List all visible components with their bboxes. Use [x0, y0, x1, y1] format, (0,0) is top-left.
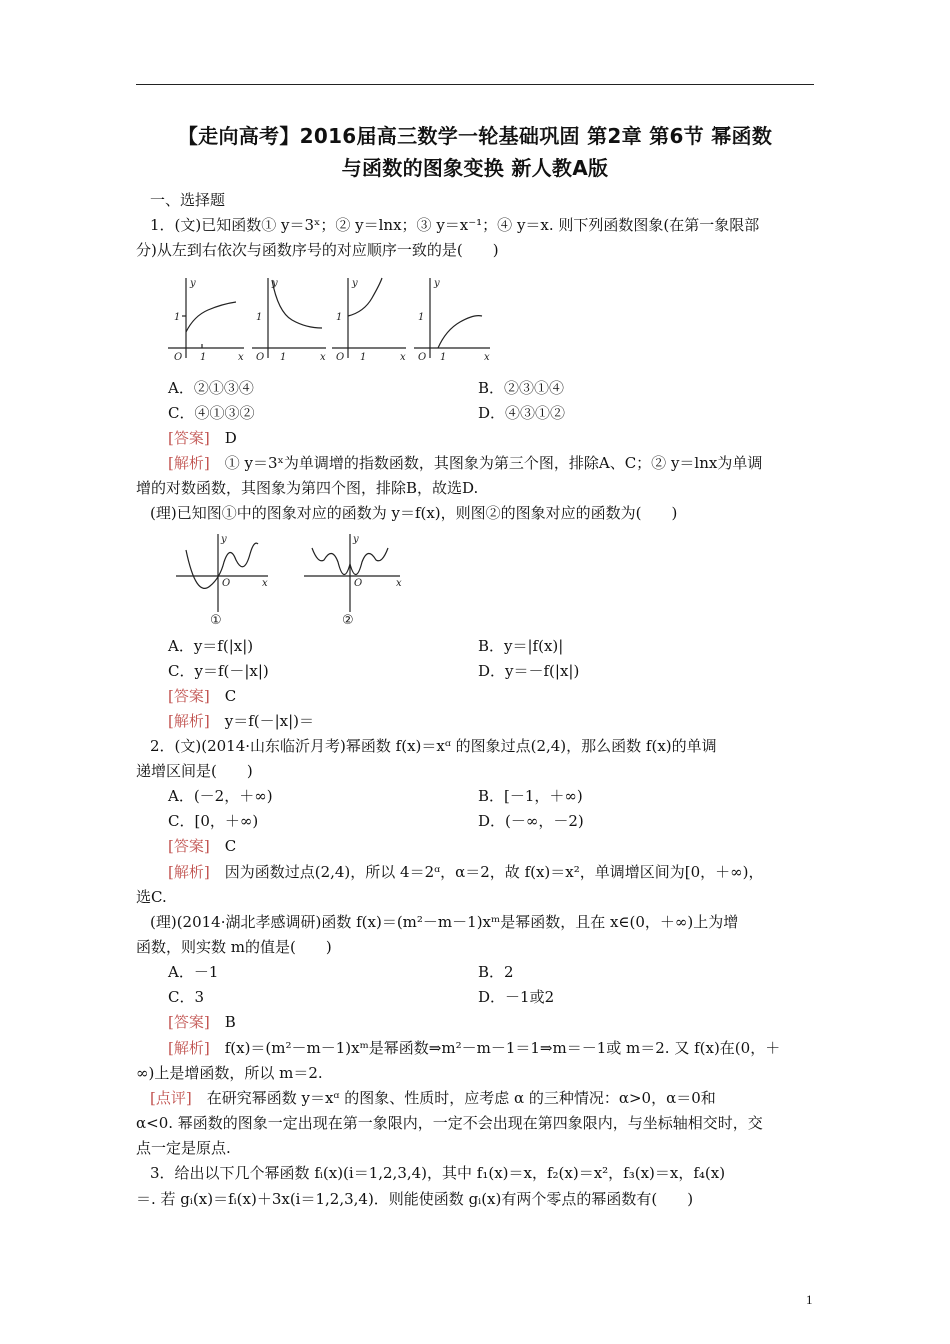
- header-rule: [136, 84, 814, 85]
- label-tag: [答案]: [168, 687, 210, 705]
- g1-origin: O: [174, 352, 183, 363]
- q1-li-option-c: C．y＝f(－|x|): [168, 662, 269, 680]
- q2-analysis-line2: 选C.: [136, 888, 167, 906]
- label-tag: [解析]: [168, 863, 210, 881]
- document-title: [136, 120, 814, 184]
- q1-li-graphs-figure: [172, 532, 412, 626]
- label-tag: [解析]: [168, 712, 210, 730]
- title-line-2: 与函数的图象变换 新人教A版: [341, 156, 609, 180]
- q2-comment-line2: α<0. 幂函数的图象一定出现在第一象限内，一定不会出现在第四象限内，与坐标轴相交时，交: [136, 1114, 763, 1132]
- q3-stem-line1: 3．给出以下几个幂函数 fᵢ(x)(i＝1,2,3,4)，其中 f₁(x)＝x，f₂(x)＝x²，f₃(x)＝x，f₄(x): [150, 1164, 726, 1182]
- f1-origin: O: [222, 578, 231, 589]
- q2-li-answer: [答案] B: [168, 1013, 236, 1031]
- q1-li-option-b: B．y＝|f(x)|: [478, 637, 564, 655]
- g2-x-label: x: [320, 352, 326, 363]
- q2-option-a: A．(－2，＋∞): [168, 787, 273, 805]
- q1-li-answer: [答案] C: [168, 687, 237, 705]
- g1-tick-x: 1: [200, 352, 207, 363]
- label-tag: [点评]: [150, 1089, 192, 1107]
- g2-origin: O: [256, 352, 265, 363]
- figure-label-2: ②: [342, 613, 354, 626]
- q2-li-analysis-line2: ∞)上是增函数，所以 m＝2.: [136, 1064, 323, 1082]
- f2-origin: O: [354, 578, 363, 589]
- g2-tick-y: 1: [256, 312, 263, 323]
- g1-tick-y: 1: [174, 312, 181, 323]
- f1-x-label: x: [262, 578, 268, 589]
- q2-li-option-d: D．－1或2: [478, 988, 555, 1006]
- q1-li-stem: (理)已知图①中的图象对应的函数为 y＝f(x)，则图②的图象对应的函数为( ): [150, 504, 678, 522]
- q2-li-option-b: B．2: [478, 963, 514, 981]
- g3-x-label: x: [400, 352, 406, 363]
- q2-answer: [答案] C: [168, 837, 237, 855]
- g3-tick-x: 1: [360, 352, 367, 363]
- q2-option-d: D．(－∞，－2): [478, 812, 584, 830]
- q2-option-b: B．[－1，＋∞): [478, 787, 583, 805]
- q2-comment-line3: 点一定是原点.: [136, 1139, 231, 1157]
- q1-answer: [答案] D: [168, 429, 237, 447]
- label-tag: [答案]: [168, 429, 210, 447]
- title-line-1: 【走向高考】2016届高三数学一轮基础巩固 第2章 第6节 幂函数: [177, 124, 773, 148]
- q1-li-option-a: A．y＝f(|x|): [168, 637, 254, 655]
- label-tag: [解析]: [168, 454, 210, 472]
- q2-li-stem-line1: (理)(2014·湖北孝感调研)函数 f(x)＝(m²－m－1)xᵐ是幂函数，且在 x∈(0，＋∞)上为增: [150, 913, 739, 931]
- q1-option-d: D．④③①②: [478, 404, 566, 422]
- section-heading: 一、选择题: [150, 191, 226, 209]
- q2-analysis-line1: [解析] 因为函数过点(2,4)，所以 4＝2ᵅ，α＝2，故 f(x)＝x²，单调增区间为[0，＋∞)，: [168, 863, 764, 881]
- f1-y-label: y: [221, 534, 227, 545]
- q2-comment-line1: [点评] 在研究幂函数 y＝xᵅ 的图象、性质时，应考虑 α 的三种情况：α>0，α＝0和: [150, 1089, 716, 1107]
- q1-option-b: B．②③①④: [478, 379, 565, 397]
- g4-x-label: x: [484, 352, 490, 363]
- label-tag: [答案]: [168, 1013, 210, 1031]
- q2-option-c: C．[0，＋∞): [168, 812, 259, 830]
- page-number: 1: [806, 1292, 813, 1307]
- q2-stem-line2: 递增区间是( ): [136, 762, 253, 780]
- label-tag: [答案]: [168, 837, 210, 855]
- f2-y-label: y: [353, 534, 359, 545]
- g3-origin: O: [336, 352, 345, 363]
- g4-tick-x: 1: [440, 352, 447, 363]
- q1-graphs-figure: [160, 272, 500, 364]
- figure-label-1: ①: [210, 613, 222, 626]
- f2-x-label: x: [396, 578, 402, 589]
- q1-analysis-line2: 增的对数函数，其图象为第四个图，排除B，故选D.: [136, 479, 479, 497]
- q2-li-option-a: A．－1: [168, 963, 219, 981]
- g4-y-label: y: [434, 278, 440, 289]
- q2-li-option-c: C．3: [168, 988, 205, 1006]
- g1-y-label: y: [190, 278, 196, 289]
- g2-tick-x: 1: [280, 352, 287, 363]
- q1-stem-line2: 分)从左到右依次与函数序号的对应顺序一致的是( ): [136, 241, 499, 259]
- g3-y-label: y: [352, 278, 358, 289]
- q2-stem-line1: 2．(文)(2014·山东临沂月考)幂函数 f(x)＝xᵅ 的图象过点(2,4)，那么函数 f(x)的单调: [150, 737, 717, 755]
- q1-stem-line1: 1．(文)已知函数① y＝3ˣ；② y＝lnx；③ y＝x⁻¹；④ y＝x. 则下列函数图象(在第一象限部: [150, 216, 760, 234]
- q1-option-a: A．②①③④: [168, 379, 254, 397]
- g4-tick-y: 1: [418, 312, 425, 323]
- q1-analysis-line1: [解析] ① y＝3ˣ为单调增的指数函数，其图象为第三个图，排除A、C；② y＝lnx为单调: [168, 454, 763, 472]
- label-tag: [解析]: [168, 1039, 210, 1057]
- q1-li-option-d: D．y＝－f(|x|): [478, 662, 580, 680]
- q2-li-stem-line2: 函数，则实数 m的值是( ): [136, 938, 332, 956]
- g1-x-label: x: [238, 352, 244, 363]
- q1-li-analysis: [解析] y＝f(－|x|)＝: [168, 712, 315, 730]
- g4-origin: O: [418, 352, 427, 363]
- q3-stem-line2: ＝. 若 gᵢ(x)＝fᵢ(x)＋3x(i＝1,2,3,4)．则能使函数 gᵢ(x)有两个零点的幂函数有( ): [136, 1190, 694, 1208]
- g2-y-label: y: [272, 278, 278, 289]
- q2-li-analysis-line1: [解析] f(x)＝(m²－m－1)xᵐ是幂函数⇒m²－m－1＝1⇒m＝－1或 m＝2. 又 f(x)在(0，＋: [168, 1039, 781, 1057]
- q1-option-c: C．④①③②: [168, 404, 255, 422]
- g3-tick-y: 1: [336, 312, 343, 323]
